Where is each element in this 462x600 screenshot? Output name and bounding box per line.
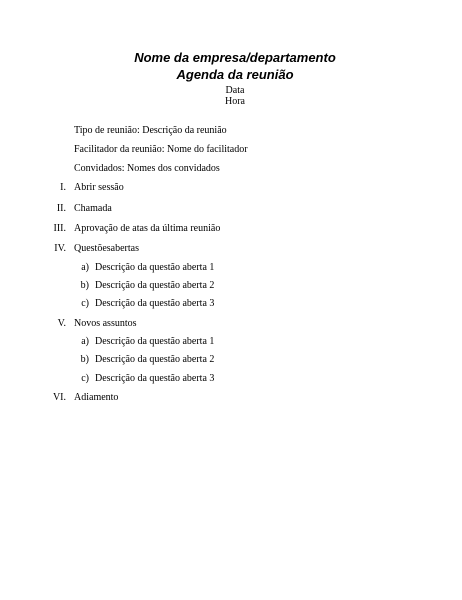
- agenda-item-number: V.: [57, 318, 66, 329]
- agenda-item-label: Abrir sessão: [74, 182, 124, 193]
- agenda-item-number: II.: [56, 203, 66, 214]
- subitem-text: Descrição da questão aberta 2: [95, 354, 215, 365]
- meeting-type-line: Tipo de reunião: Descrição da reunião: [74, 125, 227, 136]
- agenda-item-number: III.: [53, 223, 66, 234]
- subitem-text: Descrição da questão aberta 1: [95, 336, 215, 347]
- subitem-letter: c): [81, 373, 89, 384]
- subitem-text: Descrição da questão aberta 3: [95, 298, 215, 309]
- agenda-item-label: Novos assuntos: [74, 318, 137, 329]
- subitem-text: Descrição da questão aberta 2: [95, 280, 215, 291]
- facilitator-line: Facilitador da reunião: Nome do facilitador: [74, 144, 248, 155]
- agenda-item-label: Adiamento: [74, 392, 119, 403]
- agenda-item-number: I.: [60, 182, 66, 193]
- subitem-text: Descrição da questão aberta 1: [95, 262, 215, 273]
- agenda-item-number: IV.: [54, 243, 66, 254]
- agenda-item-label: Aprovação de atas da última reunião: [74, 223, 221, 234]
- subitem-letter: a): [81, 262, 89, 273]
- agenda-item-label: Chamada: [74, 203, 112, 214]
- agenda-item-number: VI.: [52, 392, 66, 403]
- subitem-letter: b): [80, 354, 89, 365]
- meeting-time: Hora: [225, 96, 245, 107]
- subitem-letter: b): [80, 280, 89, 291]
- guests-line: Convidados: Nomes dos convidados: [74, 163, 220, 174]
- meeting-date: Data: [225, 85, 245, 96]
- subitem-letter: a): [81, 336, 89, 347]
- subitem-letter: c): [81, 298, 89, 309]
- agenda-item-label: Questõesabertas: [74, 243, 139, 254]
- company-name: Nome da empresa/departamento: [134, 50, 336, 65]
- subitem-text: Descrição da questão aberta 3: [95, 373, 215, 384]
- agenda-title: Agenda da reunião: [176, 67, 294, 82]
